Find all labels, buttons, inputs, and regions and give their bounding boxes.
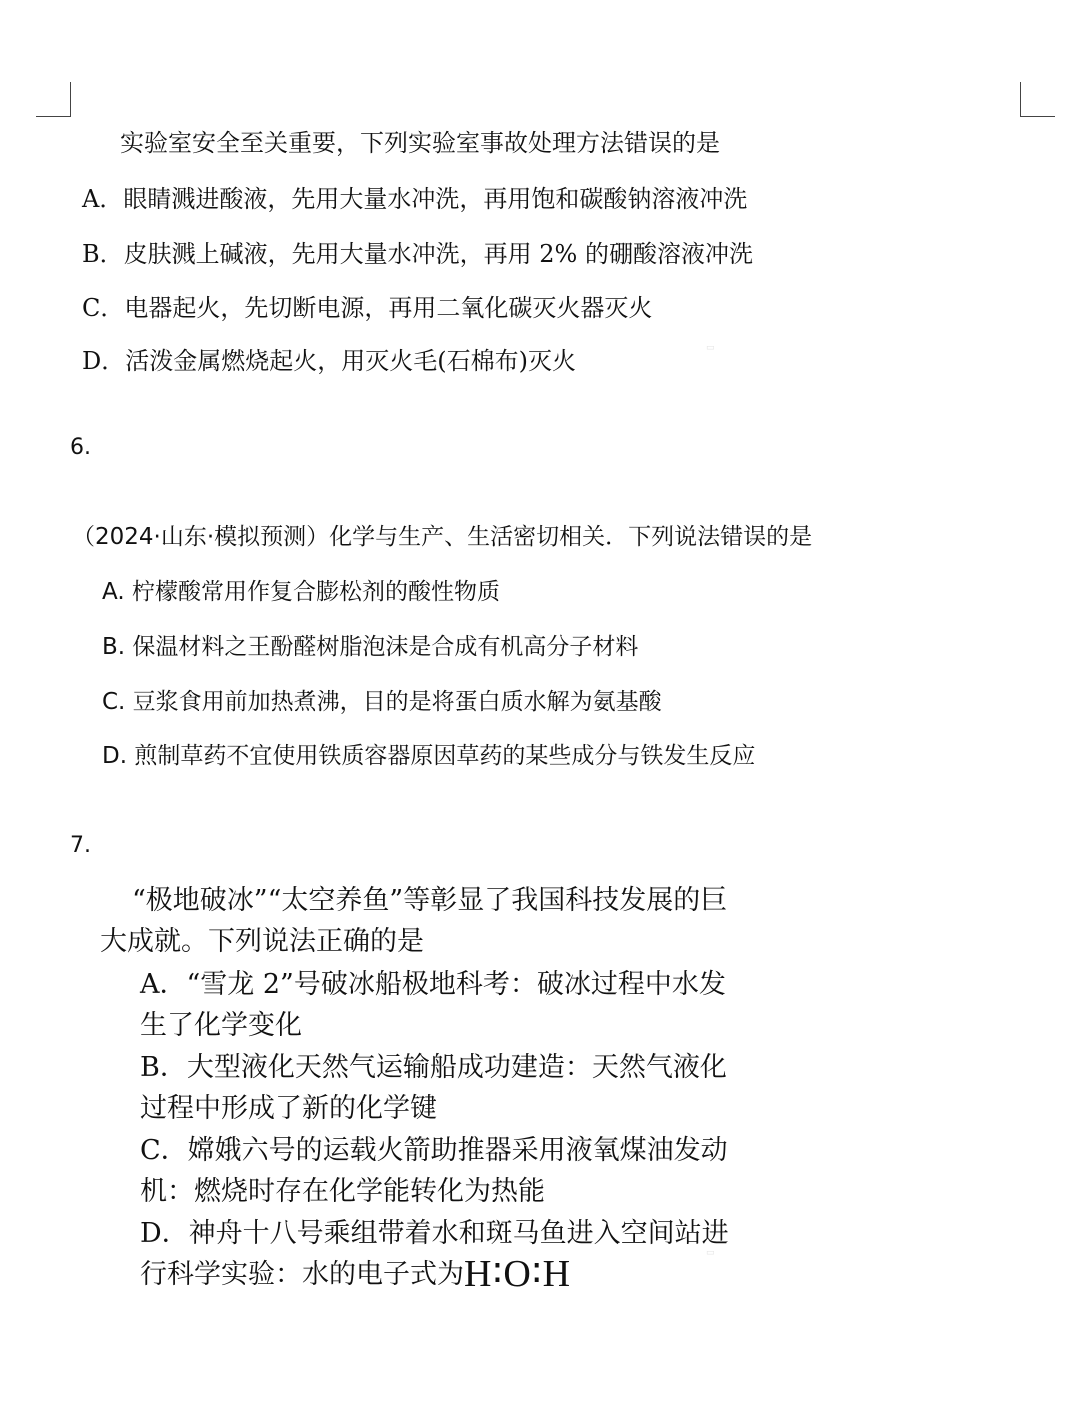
water-electron-formula: H∶O∶H	[464, 1253, 572, 1295]
question-7-option-c-line-2: 机：燃烧时存在化学能转化为热能	[140, 1176, 545, 1207]
watermark-mark: ▭	[706, 1248, 715, 1258]
question-5-option-a: A．眼睛溅进酸液，先用大量水冲洗，再用饱和碳酸钠溶液冲洗	[82, 185, 748, 213]
question-7-option-c-line-1: C．嫦娥六号的运载火箭助推器采用液氧煤油发动	[140, 1135, 728, 1166]
question-7-option-b-line-1: B．大型液化天然气运输船成功建造：天然气液化	[140, 1052, 727, 1083]
question-5-stem: 实验室安全至关重要，下列实验室事故处理方法错误的是	[120, 129, 720, 157]
question-7-option-d-line-2: 行科学实验：水的电子式为	[140, 1259, 464, 1290]
question-6-stem: （2024·山东·模拟预测）化学与生产、生活密切相关．下列说法错误的是	[72, 524, 813, 550]
question-7-option-c	[140, 1130, 728, 1212]
question-7-stem	[100, 880, 727, 962]
question-7-stem-line-1: “极地破冰”“太空养鱼”等彰显了我国科技发展的巨	[132, 885, 728, 916]
question-6-option-d: D. 煎制草药不宜使用铁质容器原因草药的某些成分与铁发生反应	[102, 743, 756, 769]
question-7-number: 7.	[70, 833, 91, 858]
question-5-option-c: C．电器起火，先切断电源，再用二氧化碳灭火器灭火	[82, 294, 653, 322]
question-7-option-d	[140, 1213, 729, 1295]
question-7-option-b-line-2: 过程中形成了新的化学键	[140, 1093, 437, 1124]
margin-corner-left	[36, 82, 71, 117]
question-6-option-c: C. 豆浆食用前加热煮沸，目的是将蛋白质水解为氨基酸	[102, 689, 662, 715]
watermark-mark: ▭	[706, 343, 715, 353]
question-7-option-a	[140, 964, 726, 1046]
question-7-option-a-line-2: 生了化学变化	[140, 1010, 302, 1041]
question-7-option-b	[140, 1047, 727, 1129]
question-7-option-a-line-1: A．“雪龙 2”号破冰船极地科考：破冰过程中水发	[140, 969, 726, 1000]
question-6-option-a: A. 柠檬酸常用作复合膨松剂的酸性物质	[102, 579, 500, 605]
question-5-option-b: B．皮肤溅上碱液，先用大量水冲洗，再用 2% 的硼酸溶液冲洗	[82, 240, 753, 268]
question-7-option-d-line-1: D．神舟十八号乘组带着水和斑马鱼进入空间站进	[140, 1218, 729, 1249]
question-6-number: 6.	[70, 435, 91, 460]
question-6-option-b: B. 保温材料之王酚醛树脂泡沫是合成有机高分子材料	[102, 634, 639, 660]
question-7-stem-line-2: 大成就。下列说法正确的是	[100, 926, 424, 957]
question-5-option-d: D．活泼金属燃烧起火，用灭火毛(石棉布)灭火	[82, 347, 576, 375]
margin-corner-right	[1020, 82, 1055, 117]
